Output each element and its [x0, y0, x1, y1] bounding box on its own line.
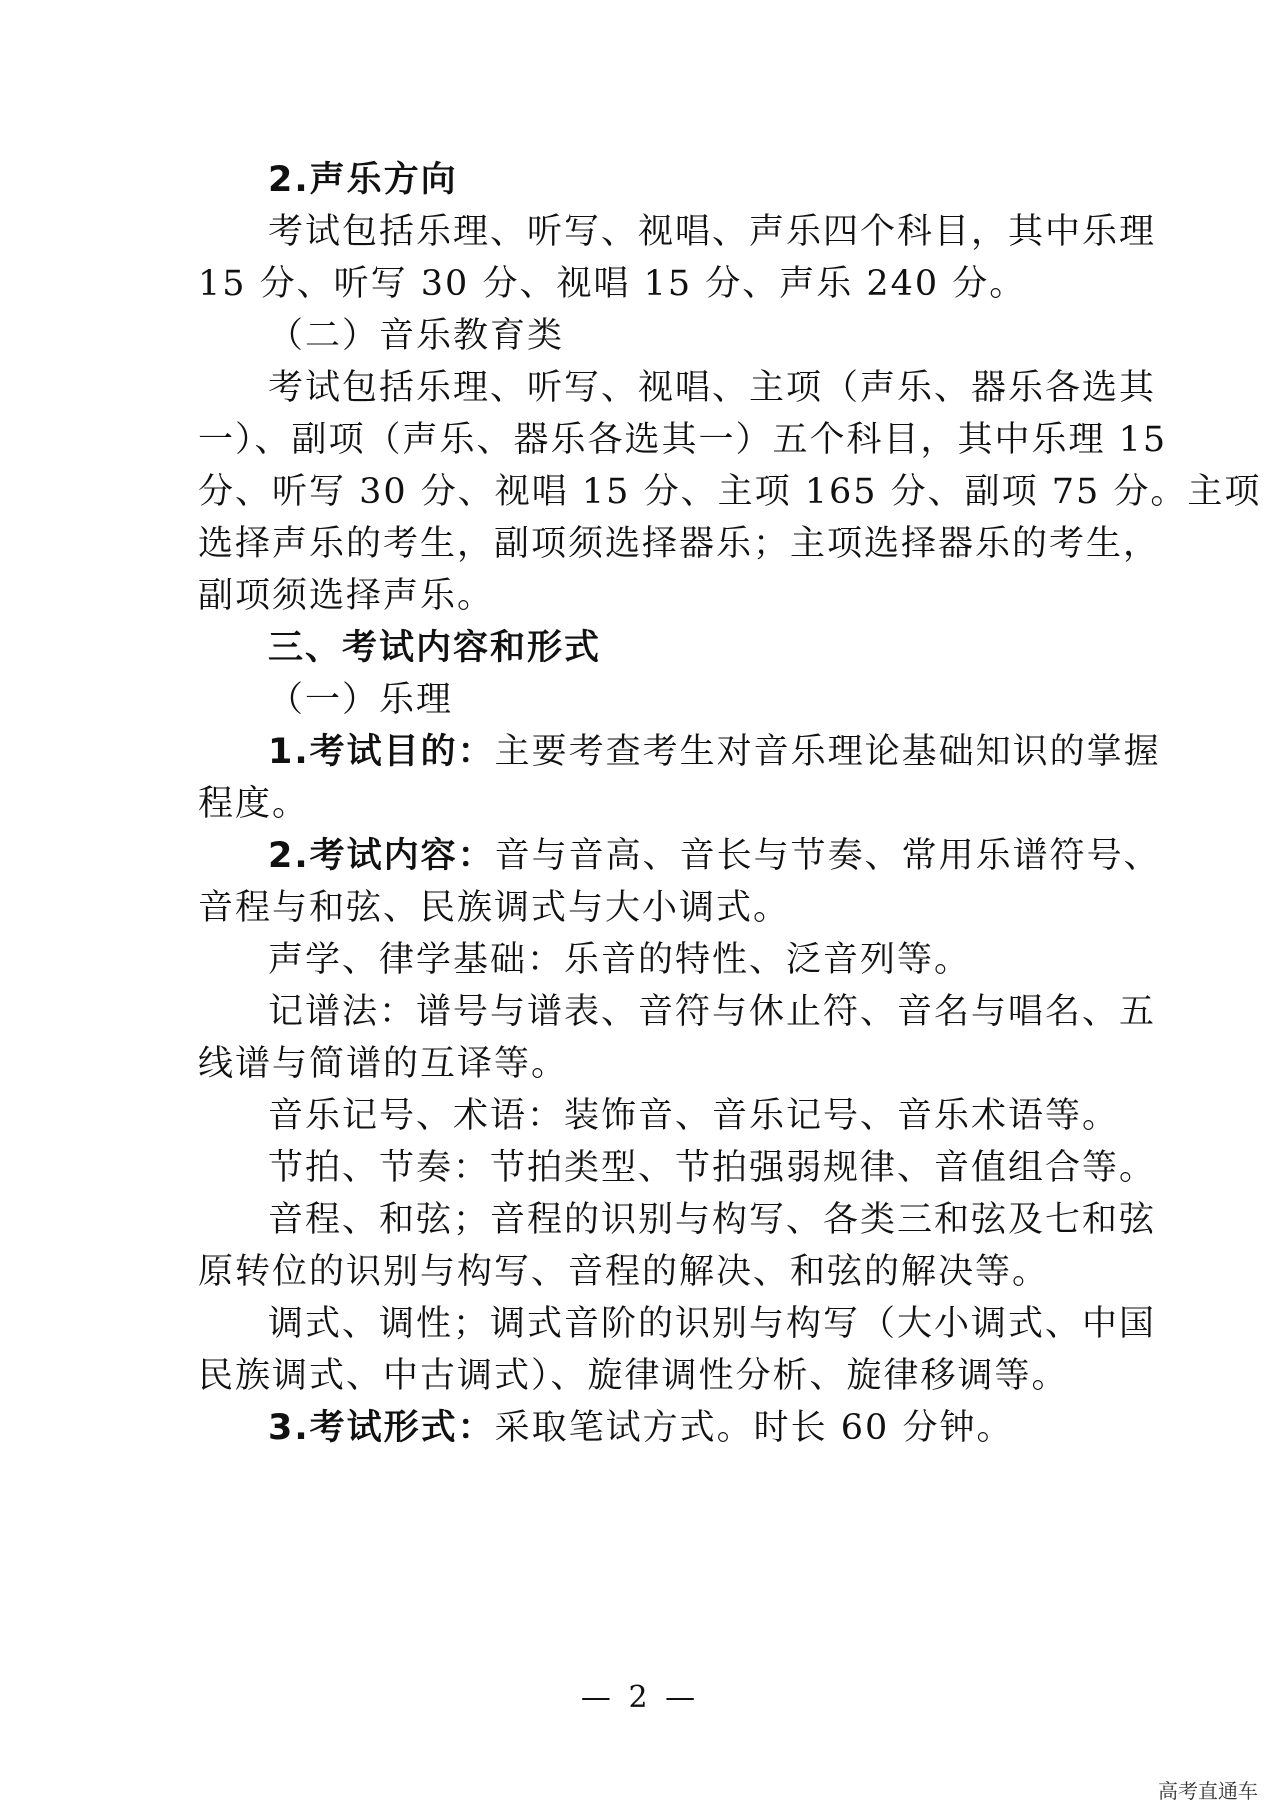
paragraph-line: 调式、调性；调式音阶的识别与构写（大小调式、中国: [268, 1304, 1157, 1344]
heading-text: 声乐方向: [309, 160, 458, 200]
paragraph-line: 音程、和弦；音程的识别与构写、各类三和弦及七和弦: [268, 1200, 1157, 1240]
item-exam-content: [268, 836, 1161, 876]
paragraph-line: 考试包括乐理、听写、视唱、声乐四个科目，其中乐理: [268, 212, 1157, 252]
item-label: 3.考试形式：: [268, 1408, 495, 1448]
item-exam-form: [268, 1408, 1013, 1448]
section-heading-music-education: （二）音乐教育类: [268, 316, 565, 356]
paragraph-line: 15 分、听写 30 分、视唱 15 分、声乐 240 分。: [198, 264, 1027, 304]
item-label: 2.考试内容：: [268, 836, 495, 876]
page-number: — 2 —: [580, 1680, 700, 1715]
paragraph-line: 节拍、节奏：节拍类型、节拍强弱规律、音值组合等。: [268, 1148, 1157, 1188]
paragraph-line: 音乐记号、术语：装饰音、音乐记号、音乐术语等。: [268, 1096, 1120, 1136]
paragraph-line: 程度。: [198, 784, 310, 824]
paragraph-line: 一）、副项（声乐、器乐各选其一）五个科目，其中乐理 15: [198, 420, 1168, 460]
item-label: 1.考试目的：: [268, 732, 495, 772]
paragraph-line: 声学、律学基础：乐音的特性、泛音列等。: [268, 940, 972, 980]
section-heading-music-theory: （一）乐理: [268, 680, 454, 720]
item-text: 音与音高、音长与节奏、常用乐谱符号、: [494, 836, 1161, 876]
item-text: 主要考查考生对音乐理论基础知识的掌握: [494, 732, 1161, 772]
paragraph-line: 原转位的识别与构写、音程的解决、和弦的解决等。: [198, 1252, 1050, 1292]
paragraph-line: 考试包括乐理、听写、视唱、主项（声乐、器乐各选其: [268, 368, 1157, 408]
paragraph-line: 民族调式、中古调式）、旋律调性分析、旋律移调等。: [198, 1356, 1069, 1396]
item-text: 采取笔试方式。时长 60 分钟。: [494, 1408, 1014, 1448]
paragraph-line: 音程与和弦、民族调式与大小调式。: [198, 888, 791, 928]
paragraph-line: 线谱与简谱的互译等。: [198, 1044, 569, 1084]
paragraph-line: 选择声乐的考生，副项须选择器乐；主项选择器乐的考生，: [198, 524, 1161, 564]
section-heading-content-form: 三、考试内容和形式: [268, 628, 602, 668]
paragraph-line: 分、听写 30 分、视唱 15 分、主项 165 分、副项 75 分。主项: [198, 472, 1262, 512]
paragraph-line: 副项须选择声乐。: [198, 576, 495, 616]
section-heading-vocal: [268, 160, 458, 200]
paragraph-line: 记谱法：谱号与谱表、音符与休止符、音名与唱名、五: [268, 992, 1157, 1032]
item-exam-purpose: [268, 732, 1161, 772]
watermark: 高考直通车: [1158, 1779, 1258, 1803]
heading-number: 2.: [268, 160, 310, 200]
